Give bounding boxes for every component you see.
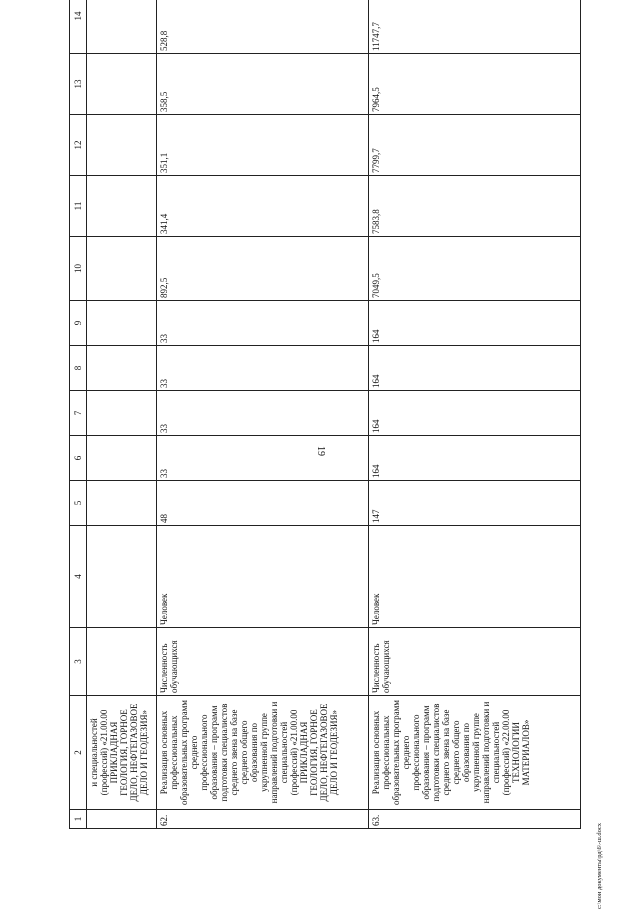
table-cell (87, 481, 157, 526)
table-cell (87, 526, 157, 628)
header-row (70, 0, 87, 829)
table-cell (87, 301, 157, 346)
unit: Человек (368, 526, 580, 628)
header-cell: 14 (70, 0, 87, 54)
value-cell: 358,5 (156, 54, 368, 115)
table-cell (87, 54, 157, 115)
value-cell: 7583,8 (368, 176, 580, 237)
table-cell (87, 346, 157, 391)
indicator-name: Численность обучающихся (368, 628, 580, 696)
table-cell (87, 628, 157, 696)
header-cell: 4 (70, 526, 87, 628)
value-cell: 7049,5 (368, 237, 580, 301)
header-cell: 11 (70, 176, 87, 237)
header-cell: 9 (70, 301, 87, 346)
value-cell: 351,1 (156, 115, 368, 176)
header-cell: 6 (70, 436, 87, 481)
value-cell: 33 (156, 436, 368, 481)
value-cell: 147 (368, 481, 580, 526)
value-cell: 11747,7 (368, 0, 580, 54)
table-cell (87, 237, 157, 301)
value-cell: 892,5 (156, 237, 368, 301)
value-cell: 7799,7 (368, 115, 580, 176)
value-cell: 164 (368, 346, 580, 391)
table-cell (87, 176, 157, 237)
value-cell: 341,4 (156, 176, 368, 237)
header-cell: 5 (70, 481, 87, 526)
row-number: 63. (368, 810, 580, 829)
service-description: Реализация основных профессиональных образовательных программ среднего профессионального образования – программ подготовки специалистов среднего звена на базе среднего общего образования по укрупненной группе направлений подготовки и специальностей (профессий) «22.00.00 ТЕХНОЛОГИИ МАТЕРИАЛОВ» (368, 696, 580, 810)
service-description: Реализация основных профессиональных образовательных программ среднего профессионального образования – программ подготовки специалистов среднего звена на базе среднего общего образования по укрупненной группе направлений подготовки и специальностей (профессий) «21.00.00 ПРИКЛАДНАЯ ГЕОЛОГИЯ, ГОРНОЕ ДЕЛО, НЕФТЕГАЗОВОЕ ДЕЛО И ГЕОДЕЗИЯ» (156, 696, 368, 810)
value-cell: 7964,5 (368, 54, 580, 115)
value-cell: 164 (368, 301, 580, 346)
header-cell: 12 (70, 115, 87, 176)
value-cell: 33 (156, 301, 368, 346)
value-cell: 33 (156, 346, 368, 391)
value-cell: 48 (156, 481, 368, 526)
indicator-name: Численность обучающихся (156, 628, 368, 696)
value-cell: 164 (368, 436, 580, 481)
header-cell: 7 (70, 391, 87, 436)
header-cell: 13 (70, 54, 87, 115)
table-cell (87, 810, 157, 829)
header-cell: 2 (70, 696, 87, 810)
table-cell (87, 115, 157, 176)
rotated-table-frame (69, 11, 581, 829)
unit: Человек (156, 526, 368, 628)
table-cell (87, 436, 157, 481)
table-cell: и специальностей (профессий) «21.00.00 ПРИКЛАДНАЯ ГЕОЛОГИЯ, ГОРНОЕ ДЕЛО, НЕФТЕГАЗОВОЕ ДЕЛО И ГЕОДЕЗИЯ» (87, 696, 157, 810)
footer-file-path: c:\мои документы\рд\6\-ш.docx (596, 822, 603, 909)
table-cell (87, 391, 157, 436)
indicators-table (69, 0, 581, 829)
continuation-row (87, 0, 157, 829)
page-number: 19 (315, 446, 326, 456)
table-row (156, 0, 368, 829)
value-cell: 528,8 (156, 0, 368, 54)
value-cell: 164 (368, 391, 580, 436)
header-cell: 1 (70, 810, 87, 829)
value-cell: 33 (156, 391, 368, 436)
table-container (69, 11, 581, 829)
header-cell: 10 (70, 237, 87, 301)
table-row (368, 0, 580, 829)
header-cell: 8 (70, 346, 87, 391)
table-cell (87, 0, 157, 54)
row-number: 62. (156, 810, 368, 829)
header-cell: 3 (70, 628, 87, 696)
